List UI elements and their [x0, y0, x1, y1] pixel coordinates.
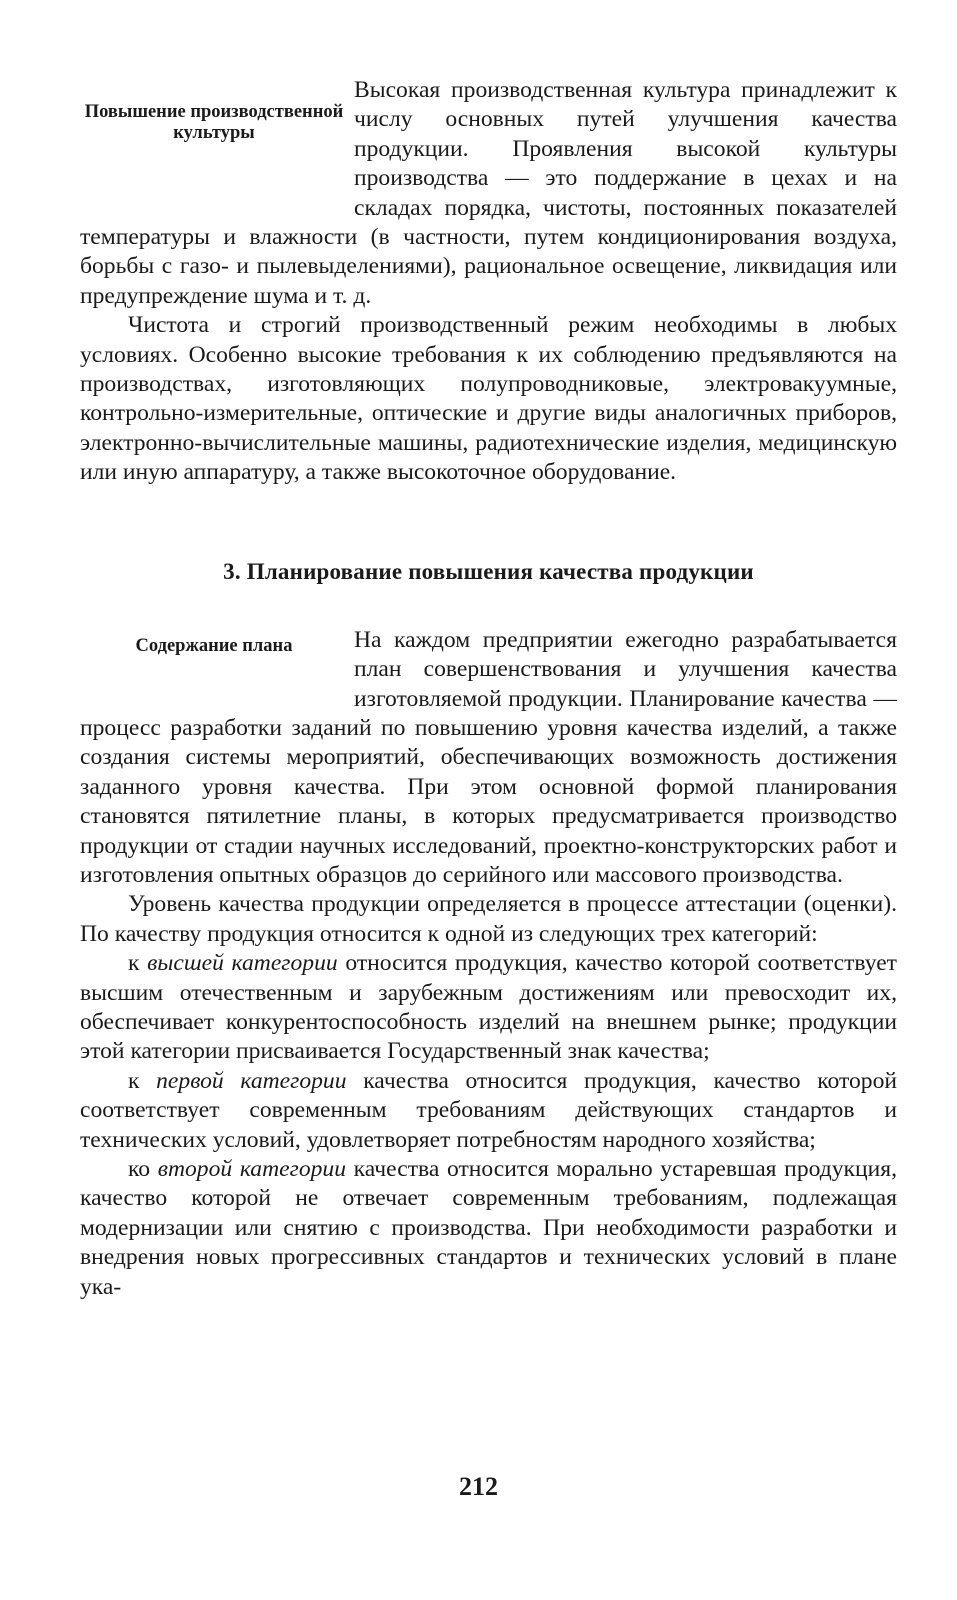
margin-heading-plan: Содержание плана [135, 635, 293, 656]
paragraph-category-second: ко второй категории качества относится морально устаревшая продукция, качество которой не отвечает современным требованиям, подлежащая модернизации или снятию с производства. При необходимости разработки и внедрения новых прогрессивных стандартов и технических условий в плане ука- [80, 1156, 897, 1300]
page-number: 212 [459, 1472, 498, 1501]
text-column [80, 76, 897, 1302]
term-first-category: первой категории [156, 1067, 347, 1094]
paragraph-cleanliness: Чистота и строгий производственный режим необходимы в любых условиях. Особенно высокие требования к их соблюдению предъявляются на производствах, изготовляющих полупроводниковые, электровакуумные, контрольно-измерительные, оптические и другие виды аналогичных приборов, электронно-вычислительные машины, радиотехнические изделия, медицинскую или иную аппаратуру, а также высокоточное оборудование. [80, 312, 897, 486]
paragraph-quality-level: Уровень качества продукции определяется в процессе аттестации (оценки). По качеству продукция относится к одной из следующих трех категорий: [80, 891, 897, 947]
paragraph-plan: На каждом предприятии ежегодно разрабатывается план совершенствования и улучшения качества изготовляемой продукции. Планирование качества — процесс разработки заданий по повышению уровня качества изделий, а также создания системы мероприятий, обеспечивающих возможность достижения заданного уровня качества. При этом основной формой планирования становятся пятилетние планы, в которых предусматривается производство продукции от стадии научных исследований, проектно-конструкторских работ и изготовления опытных образцов до серийного или массового производства. [80, 626, 897, 888]
margin-heading-culture: Повышение производственной культуры [84, 102, 344, 143]
term-second-category: второй категории [157, 1156, 347, 1182]
term-highest-category: высшей категории [147, 950, 338, 977]
paragraph-category-highest: к высшей категории относится продукция, качество которой соответствует высшим отечественным и зарубежным достижениям или превосходит их, обеспечивает конкурентоспособность изделий на внешнем рынке; продукции этой категории присваивается Государственный знак качества; [80, 950, 897, 1065]
paragraph-category-first: к первой категории качества относится продукция, качество которой соответствует современным требованиям действующих стандартов и технических условий, удовлетворяет потребностям народного хозяйства; [80, 1067, 897, 1153]
paragraph-culture-intro: Высокая производственная культура принадлежит к числу основных путей улучшения качества продукции. Проявления высокой культуры производства — это поддержание в цехах и на складах порядка, чистоты, постоянных показателей температуры и влажности (в частности, путем кондиционирования воздуха, борьбы с газо- и пылевыделениями), рациональное освещение, ликвидация или предупреждение шума и т. д. [80, 77, 897, 309]
section-heading: 3. Планирование повышения качества продукции [223, 558, 754, 584]
